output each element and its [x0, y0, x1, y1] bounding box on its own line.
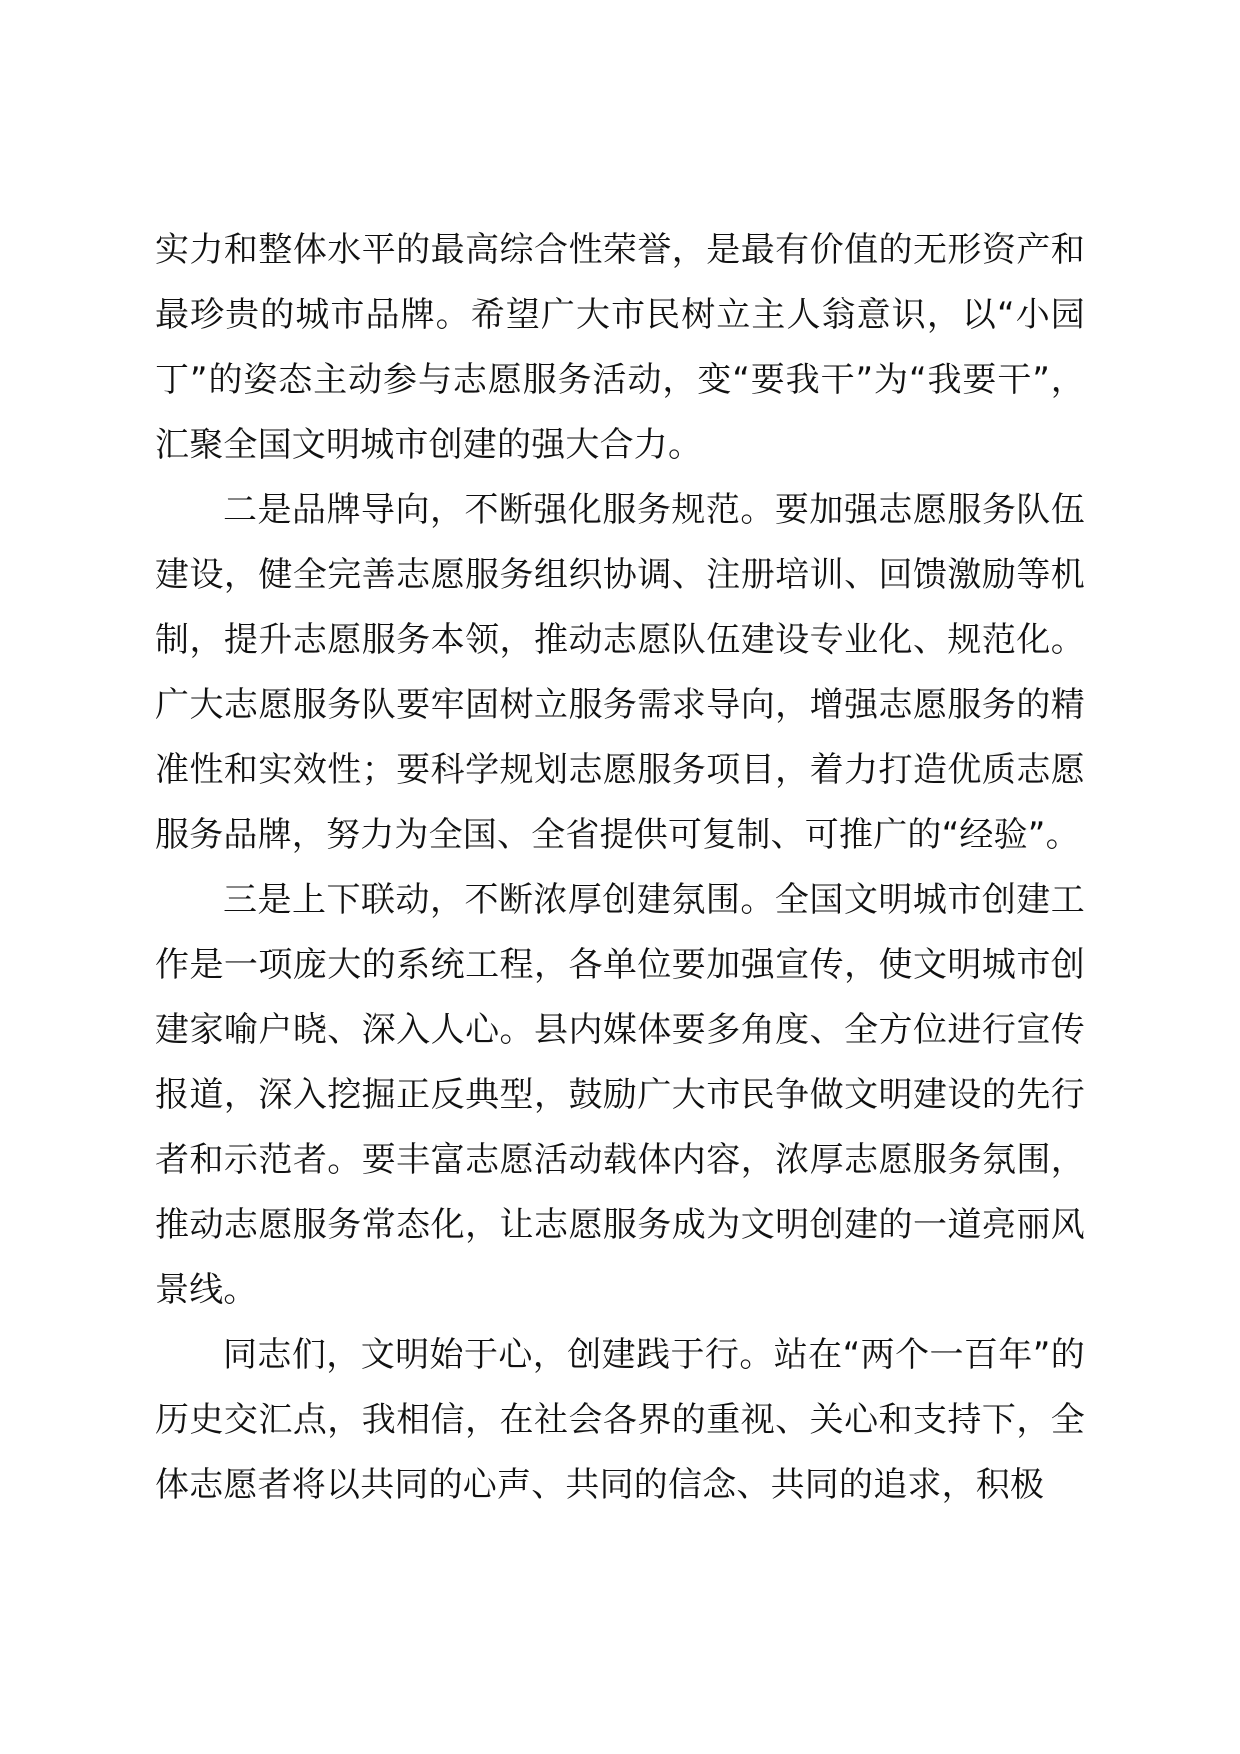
paragraph-joint-action: 三是上下联动，不断浓厚创建氛围。全国文明城市创建工作是一项庞大的系统工程，各单位要加强宣传，使文明城市创建家喻户晓、深入人心。县内媒体要多角度、全方位进行宣传报道，深入挖掘正反典型，鼓励广大市民争做文明建设的先行者和示范者。要丰富志愿活动载体内容，浓厚志愿服务氛围，推动志愿服务常态化，让志愿服务成为文明创建的一道亮丽风景线。: [155, 880, 1085, 1310]
paragraph-continuation: 实力和整体水平的最高综合性荣誉，是最有价值的无形资产和最珍贵的城市品牌。希望广大市民树立主人翁意识，以“小园丁”的姿态主动参与志愿服务活动，变“要我干”为“我要干”，汇聚全国文明城市创建的强大合力。: [155, 230, 1085, 465]
paragraph-brand-orientation: 二是品牌导向，不断强化服务规范。要加强志愿服务队伍建设，健全完善志愿服务组织协调、注册培训、回馈激励等机制，提升志愿服务本领，推动志愿队伍建设专业化、规范化。广大志愿服务队要牢固树立服务需求导向，增强志愿服务的精准性和实效性；要科学规划志愿服务项目，着力打造优质志愿服务品牌，努力为全国、全省提供可复制、可推广的“经验”。: [155, 490, 1085, 855]
body-text: [155, 218, 1085, 1518]
paragraph-closing: 同志们，文明始于心，创建践于行。站在“两个一百年”的历史交汇点，我相信，在社会各界的重视、关心和支持下，全体志愿者将以共同的心声、共同的信念、共同的追求，积极: [155, 1335, 1085, 1505]
